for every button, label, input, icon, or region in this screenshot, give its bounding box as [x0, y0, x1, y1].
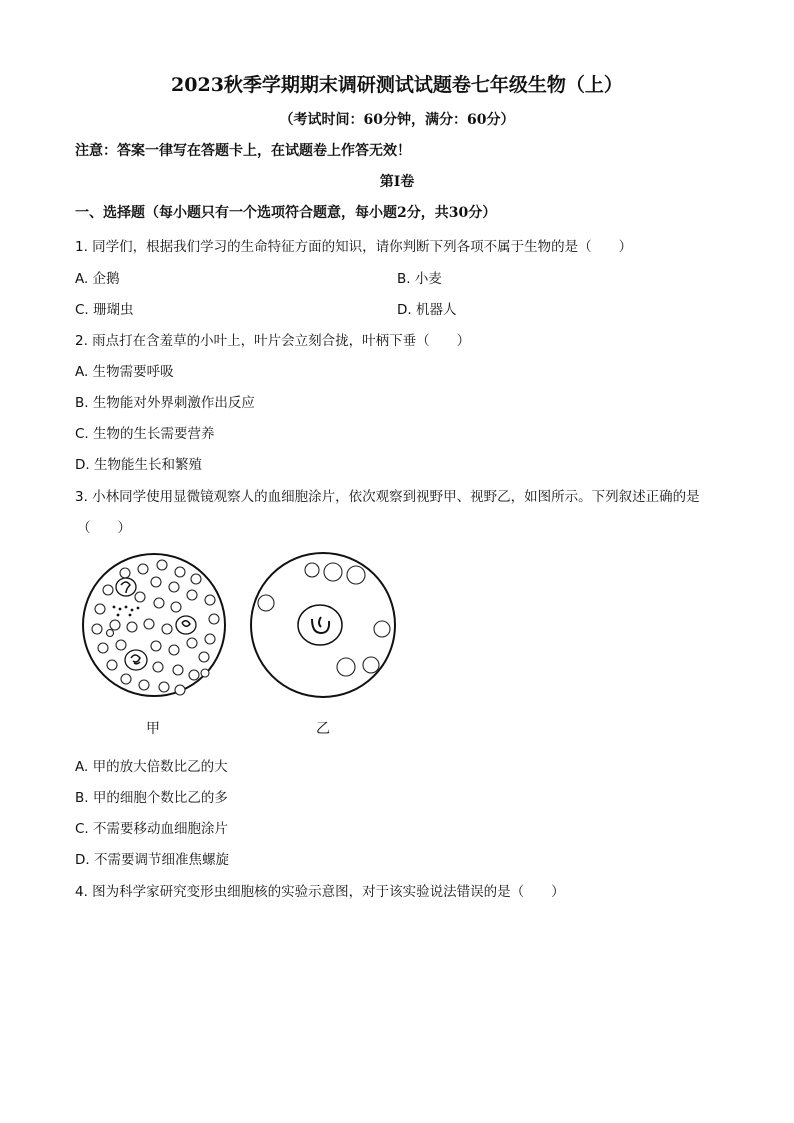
question-2-stem: 2. 雨点打在含羞草的小叶上，叶片会立刻合拢，叶柄下垂（ ）	[75, 333, 471, 349]
q3-option-c: C. 不需要移动血细胞涂片	[75, 821, 229, 837]
exam-notice: 注意：答案一律写在答题卡上，在试题卷上作答无效！	[75, 143, 411, 159]
question-3-stem-cont: （ ）	[77, 520, 131, 536]
question-3-stem: 3. 小林同学使用显微镜观察人的血细胞涂片，依次观察到视野甲、视野乙，如图所示。下列叙述正确的是	[75, 489, 700, 505]
field-jia	[83, 554, 225, 696]
exam-title: 2023秋季学期期末调研测试试题卷七年级生物（上）	[171, 74, 623, 96]
volume-heading: 第Ⅰ卷	[379, 174, 415, 190]
q1-option-d: D. 机器人	[397, 302, 457, 318]
q2-option-b: B. 生物能对外界刺激作出反应	[75, 395, 255, 411]
q2-option-c: C. 生物的生长需要营养	[75, 426, 215, 442]
microscope-figure	[70, 545, 400, 745]
q3-option-d: D. 不需要调节细准焦螺旋	[75, 852, 229, 868]
exam-subtitle: （考试时间：60分钟，满分：60分）	[279, 112, 515, 128]
q3-option-a: A. 甲的放大倍数比乙的大	[75, 759, 228, 775]
q1-option-a: A. 企鹅	[75, 271, 120, 287]
figure-label-jia: 甲	[146, 721, 160, 737]
q2-option-a: A. 生物需要呼吸	[75, 364, 174, 380]
question-4-stem: 4. 图为科学家研究变形虫细胞核的实验示意图，对于该实验说法错误的是（ ）	[75, 884, 565, 900]
q1-option-c: C. 珊瑚虫	[75, 302, 134, 318]
field-yi	[251, 553, 395, 697]
q3-option-b: B. 甲的细胞个数比乙的多	[75, 790, 228, 806]
q2-option-d: D. 生物能生长和繁殖	[75, 457, 202, 473]
question-1-stem: 1. 同学们，根据我们学习的生命特征方面的知识，请你判断下列各项不属于生物的是（ ）	[75, 239, 633, 255]
figure-label-yi: 乙	[316, 721, 330, 737]
q1-option-b: B. 小麦	[397, 271, 442, 287]
section-heading: 一、选择题（每小题只有一个选项符合题意，每小题2分，共30分）	[75, 205, 497, 221]
